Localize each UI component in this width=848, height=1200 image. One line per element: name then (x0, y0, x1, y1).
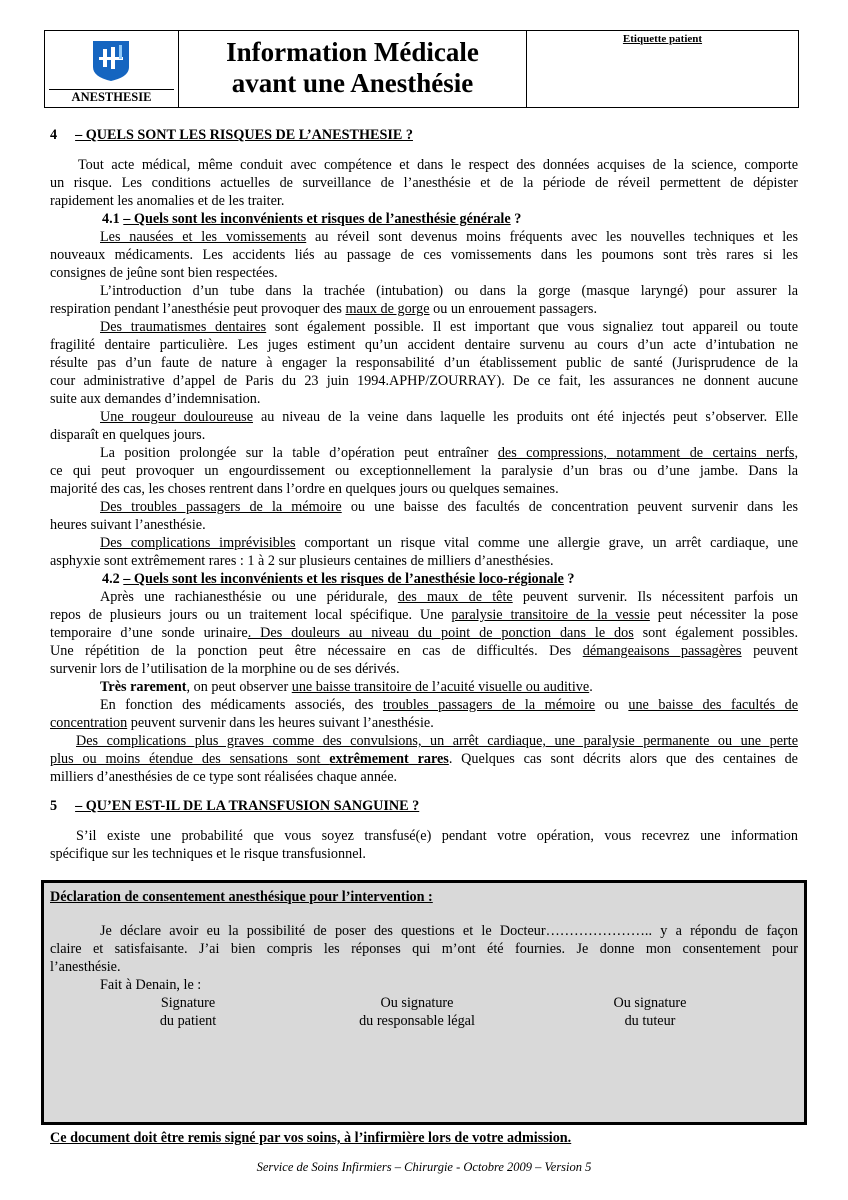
section-number: 5 (50, 798, 58, 814)
title-cell (179, 31, 527, 107)
paragraph-line (50, 588, 798, 606)
page-footer: Service de Soins Infirmiers – Chirurgie - Octobre 2009 – Version 5 (256, 1160, 592, 1174)
paragraph-line: nouveaux médicaments. Les accidents liés au passage de ces vomissements dans les poumons sont très rares si les (50, 247, 798, 263)
signature-label: Ou signature (613, 995, 687, 1011)
text: Une répétition de la ponction peut être nécessaire en cas de difficultés. Des (50, 643, 583, 659)
document-header (44, 30, 799, 108)
underlined-text: . Des douleurs au niveau du point de ponction dans le dos (247, 625, 634, 641)
paragraph-line (50, 642, 798, 660)
underlined-text: une baisse des facultés de (628, 697, 798, 713)
text: temporaire d’une sonde urinaire (50, 625, 248, 641)
underlined-text: Les nausées et les vomissements (100, 229, 307, 245)
intro-line: Tout acte médical, même conduit avec compétence et dans le respect des données acquises de la science, comporte (78, 157, 798, 173)
patient-signature-label (128, 994, 248, 1030)
subsection-tail: ? (563, 571, 575, 587)
paragraph-line: majorité des cas, les choses rentrent dans l’ordre en quelques jours ou quelques semaines. (50, 481, 559, 497)
paragraph-line: spécifique sur les techniques et le risque transfusionnel. (50, 846, 366, 862)
paragraph-line: milliers d’anesthésies de ce type sont réalisées chaque année. (50, 769, 398, 785)
text: , on peut observer (186, 679, 292, 695)
section-title: – QU’EN EST-IL DE LA TRANSFUSION SANGUINE ? (75, 798, 420, 814)
section-4-heading (50, 126, 798, 144)
paragraph-line (50, 228, 798, 246)
paragraph-line (50, 606, 798, 624)
consent-place-date: Fait à Denain, le : (100, 977, 202, 993)
underlined-text: paralysie transitoire de la vessie (451, 607, 650, 623)
subsection-4-2-heading (50, 570, 798, 588)
text: peut nécessiter la pose (649, 607, 798, 623)
title-line-2: avant une Anesthésie (231, 68, 474, 98)
text: au réveil sont devenus moins fréquents avec les nouvelles techniques et les (306, 229, 799, 245)
paragraph-line (50, 714, 798, 732)
patient-label: Etiquette patient (622, 33, 703, 45)
text: comportant un risque vital comme une allergie grave, un arrêt cardiaque, une (295, 535, 798, 551)
signature-label: Signature (160, 995, 216, 1011)
text: peuvent survenir dans les heures suivant l’anesthésie. (127, 715, 434, 731)
text: . Quelques cas sont décrits alors que des centaines de (448, 751, 798, 767)
underlined-text: des compressions, notamment de certains nerfs (497, 445, 795, 461)
paragraph-line (50, 750, 798, 768)
paragraph-line: fragilité dentaire particulière. Les juges estiment qu’un accident dentaire survenu au cours d’un acte d’intubation ne (50, 337, 798, 353)
subsection-tail: ? (510, 211, 522, 227)
paragraph-line: heures suivant l’anesthésie. (50, 517, 206, 533)
consent-line: claire et satisfaisante. J’ai bien compris les réponses qui m’ont été fournies. Je donne mon consentement pour (50, 941, 798, 957)
section-number: 4 (50, 127, 58, 143)
text: , (794, 445, 798, 461)
text: La position prolongée sur la table d’opération peut entraîner (100, 445, 498, 461)
underlined-text: concentration (50, 715, 128, 731)
hospital-logo (89, 37, 133, 83)
paragraph-line (50, 696, 798, 714)
paragraph-line (50, 678, 798, 696)
consent-line: l’anesthésie. (50, 959, 121, 975)
text: sont également possible. Il est important que vous signaliez tout appareil ou toute (266, 319, 798, 335)
paragraph-line: résulte pas d’un faute de nature à engager la responsabilité d’un établissement public de santé (Jurisprudence de la (50, 355, 798, 371)
subsection-4-1-heading (50, 210, 798, 228)
text: ou un enrouement passagers. (429, 301, 597, 317)
paragraph-line: asphyxie sont extrêmement rares : 1 à 2 sur plusieurs centaines de milliers d’anesthésies. (50, 553, 554, 569)
submission-notice: Ce document doit être remis signé par vos soins, à l’infirmière lors de votre admission. (50, 1130, 572, 1146)
paragraph-line: S’il existe une probabilité que vous soyez transfusé(e) pendant votre opération, vous recevrez une information (76, 828, 798, 844)
title-line-1: Information Médicale (226, 37, 479, 67)
subsection-number: 4.2 (102, 571, 120, 587)
text: repos de plusieurs jours ou un traitement local spécifique. Une (50, 607, 452, 623)
signature-label: du patient (159, 1013, 217, 1029)
tutor-signature-label (590, 994, 710, 1030)
paragraph-line: cour administrative d’appel de Paris du 23 juin 1994.APHP/ZOURRAY). De ce fait, les assurances ne donnent aucune (50, 373, 798, 389)
text: au niveau de la veine dans laquelle les produits ont été injectés peut s’observer. Elle (253, 409, 798, 425)
bold-text: Très rarement (100, 679, 187, 695)
underlined-text: Des complications plus graves comme des convulsions, un arrêt cardiaque, une paralysie permanente ou une perte (76, 733, 798, 749)
paragraph-line: ce qui peut provoquer un engourdissement ou exceptionnellement la paralysie d’un bras ou d’une jambe. Dans la (50, 463, 798, 479)
underlined-text: une baisse transitoire de l’acuité visuelle ou auditive (291, 679, 590, 695)
subsection-title: – Quels sont les inconvénients et risques de l’anesthésie générale (123, 211, 511, 227)
text: respiration pendant l’anesthésie peut provoquer des (50, 301, 346, 317)
paragraph-line: survenir lors de l’utilisation de la morphine ou de ses dérivés. (50, 661, 400, 677)
intro-line: un risque. Les conditions actuelles de surveillance de l’anesthésie et de la période de réveil permettent de dépister (50, 175, 798, 191)
paragraph-line: consignes de jeûne sont bien respectées. (50, 265, 278, 281)
paragraph-line (50, 408, 798, 426)
paragraph-line (50, 444, 798, 462)
intro-line: rapidement les anomalies et de les traiter. (50, 193, 285, 209)
consent-line: Je déclare avoir eu la possibilité de poser des questions et le Docteur………………….. y a répondu de façon (100, 923, 798, 939)
paragraph-line (50, 624, 798, 642)
text: peuvent (741, 643, 799, 659)
document-title (179, 37, 526, 99)
underlined-text: Des troubles passagers de la mémoire (100, 499, 342, 515)
underlined-text: des maux de tête (397, 589, 513, 605)
text: peuvent survenir. Ils nécessitent parfois un (512, 589, 798, 605)
section-5-heading (50, 797, 798, 815)
bold-underlined-text: extrêmement rares (329, 751, 449, 767)
text: ou une baisse des facultés de concentration peuvent survenir dans les (341, 499, 798, 515)
paragraph-line (50, 732, 798, 750)
paragraph-line: L’introduction d’un tube dans la trachée (intubation) ou dans la gorge (masque laryngé) pour assurer la (100, 283, 798, 299)
underlined-text: maux de gorge (345, 301, 430, 317)
consent-title: Déclaration de consentement anesthésique pour l’intervention : (50, 889, 433, 905)
paragraph-line (50, 534, 798, 552)
section-title: – QUELS SONT LES RISQUES DE L’ANESTHESIE ? (75, 127, 413, 143)
paragraph-line (50, 498, 798, 516)
text: sont également possibles. (633, 625, 798, 641)
signature-label: du responsable légal (359, 1013, 475, 1029)
underlined-text: Des traumatismes dentaires (100, 319, 267, 335)
logo-cell (45, 31, 179, 107)
text: En fonction des médicaments associés, des (100, 697, 383, 713)
signature-label: Ou signature (380, 995, 454, 1011)
underlined-text: Des complications imprévisibles (100, 535, 296, 551)
paragraph-line (50, 318, 798, 336)
subsection-title: – Quels sont les inconvénients et les risques de l’anesthésie loco-régionale (123, 571, 564, 587)
patient-label-cell (527, 31, 798, 107)
underlined-text: Une rougeur douloureuse (100, 409, 253, 425)
paragraph-line: disparaît en quelques jours. (50, 427, 206, 443)
text: . (589, 679, 593, 695)
underlined-text: troubles passagers de la mémoire (382, 697, 596, 713)
signature-label: du tuteur (624, 1013, 676, 1029)
underlined-text: démangeaisons passagères (582, 643, 742, 659)
paragraph-line (50, 300, 798, 318)
department-label: ANESTHESIE (49, 89, 174, 105)
underlined-text: plus ou moins étendue des sensations sont (50, 751, 330, 767)
text: Après une rachianesthésie ou une péridurale, (100, 589, 398, 605)
paragraph-line: suite aux demandes d’indemnisation. (50, 391, 261, 407)
subsection-number: 4.1 (102, 211, 120, 227)
legal-guardian-signature-label (337, 994, 497, 1030)
text: ou (595, 697, 629, 713)
